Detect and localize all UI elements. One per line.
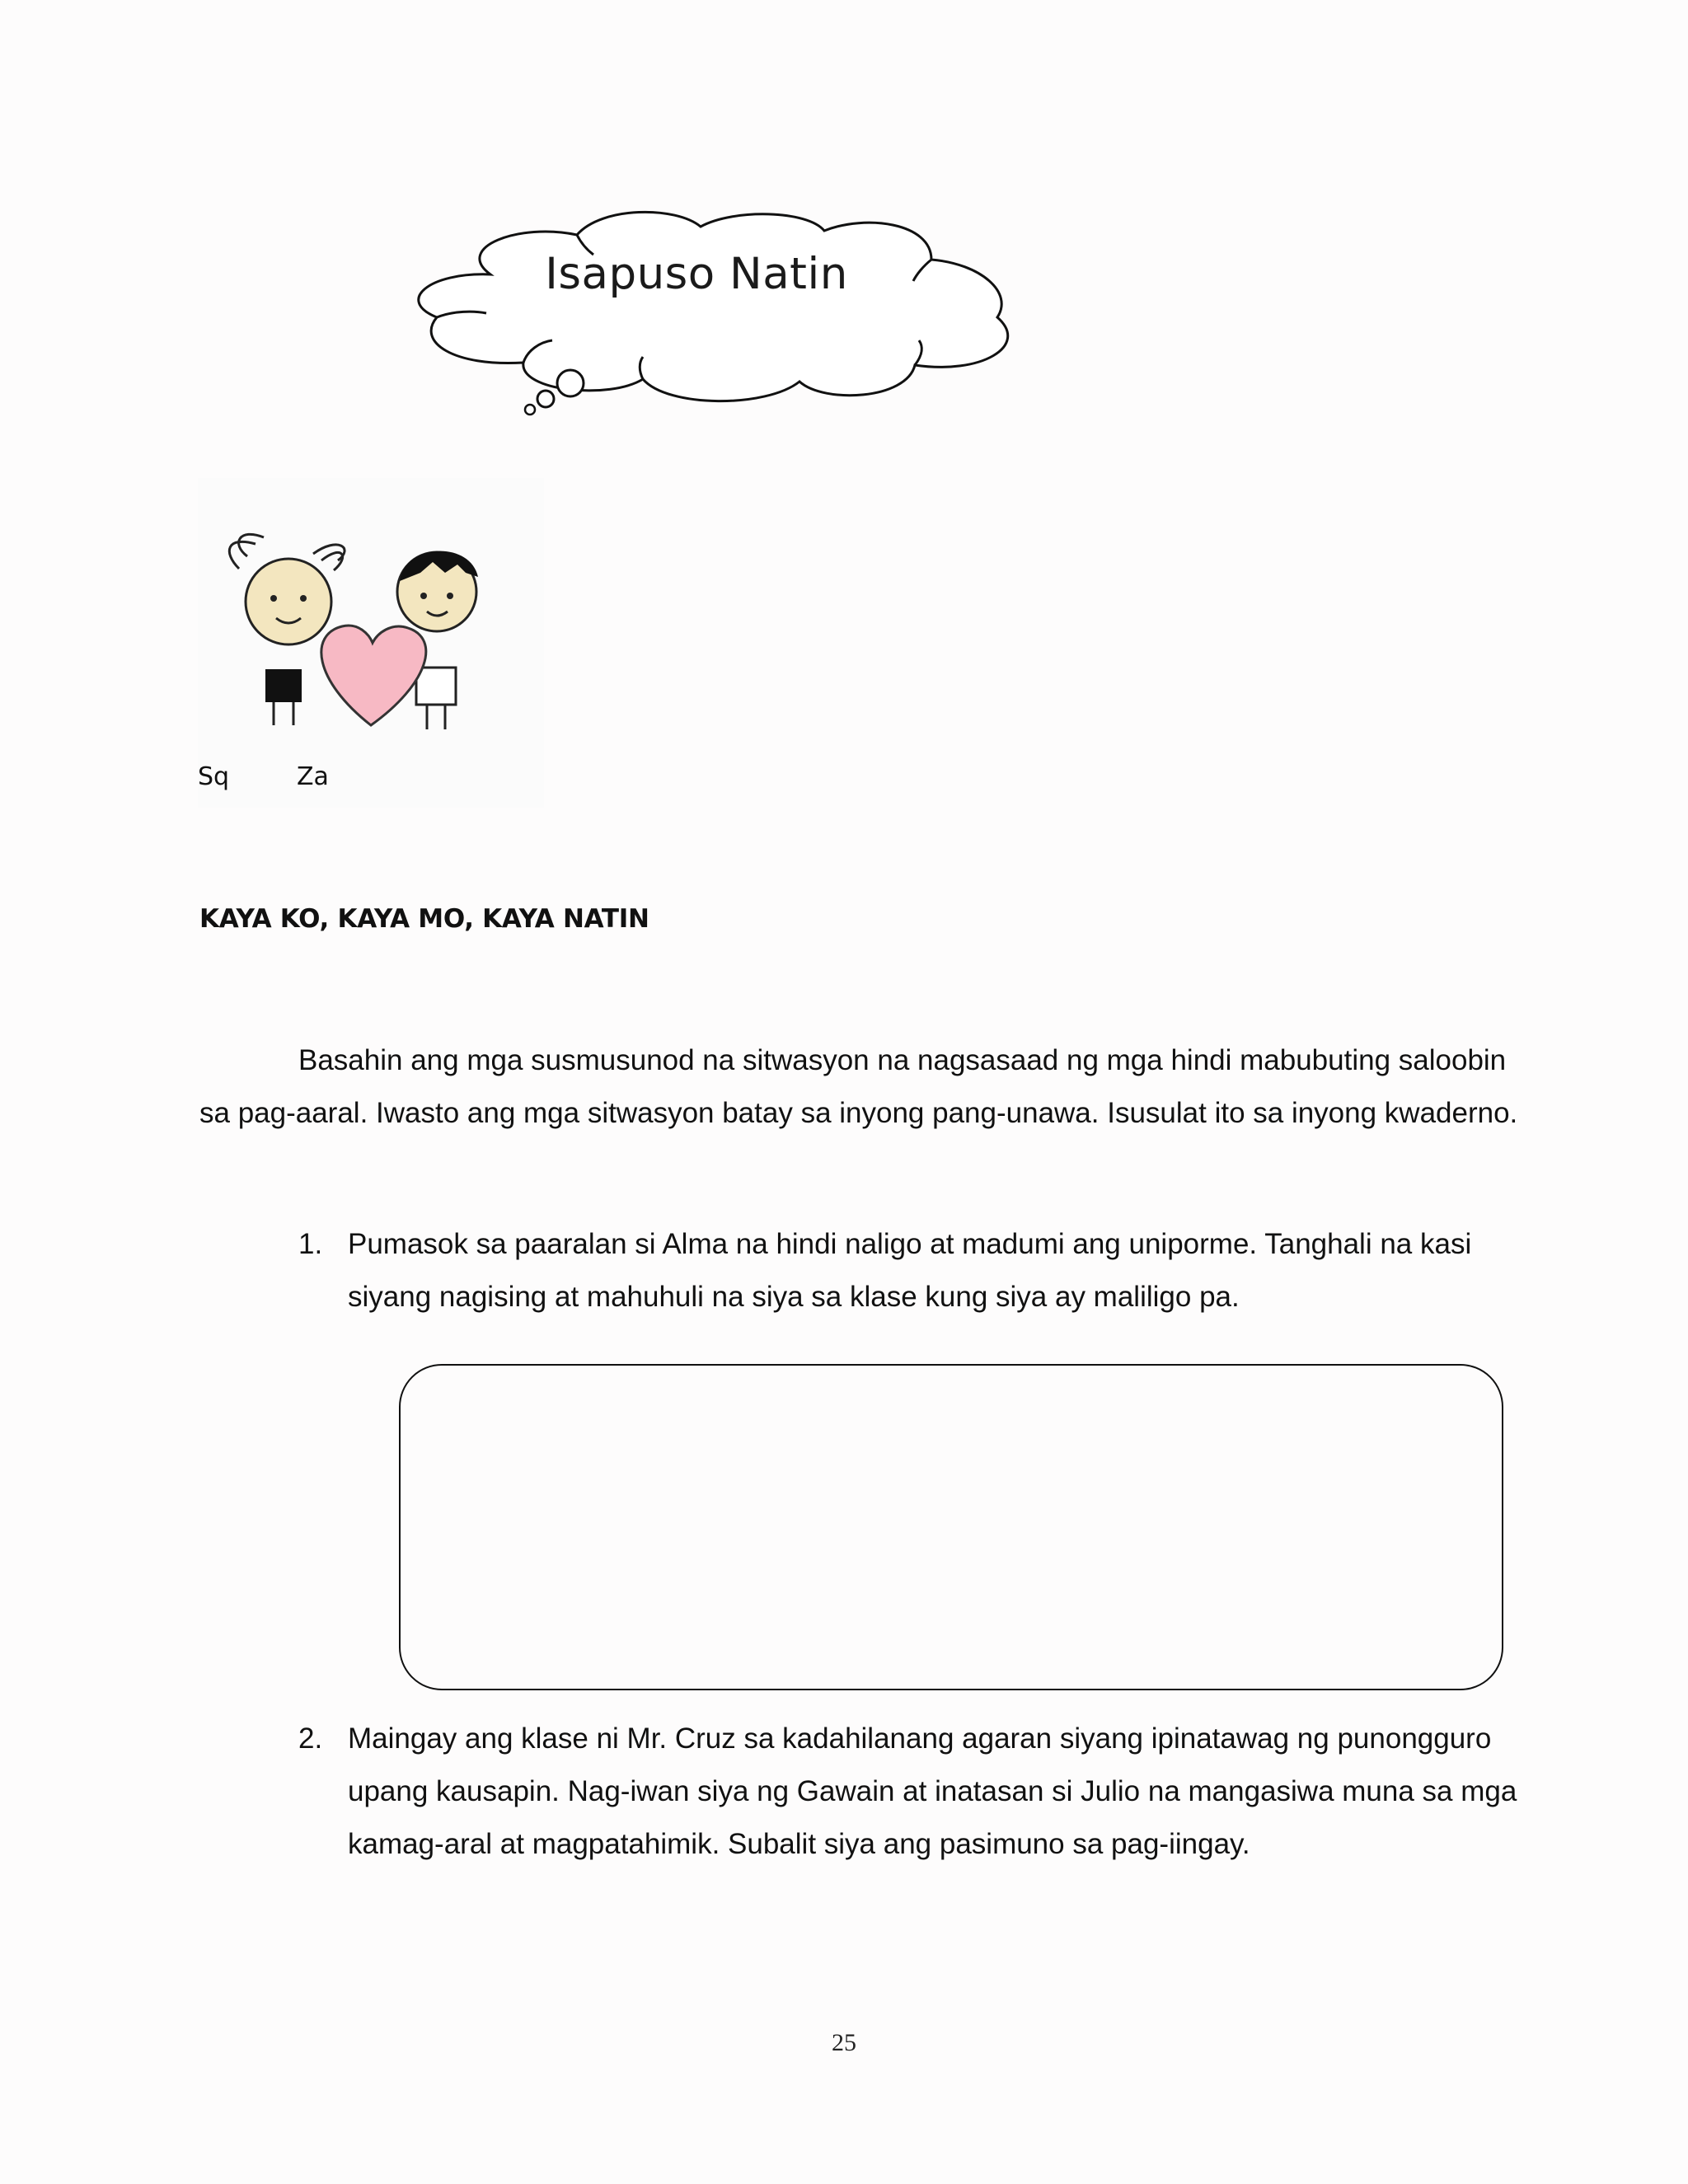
thought-bubble-medium: [537, 391, 554, 407]
item-text: Pumasok sa paaralan si Alma na hindi naligo at madumi ang uniporme. Tanghali na kasi siyang nagising at mahuhuli na siya sa klase kung siya ay maliligo pa.: [348, 1228, 1472, 1313]
answer-box[interactable]: [399, 1364, 1503, 1690]
item-number: 2.: [298, 1722, 323, 1755]
page-number: 25: [832, 2029, 856, 2056]
thought-bubble-large: [557, 370, 584, 396]
instructions-text: Basahin ang mga susmusunod na sitwasyon na nagsasaad ng mga hindi mabubuting saloobin sa pag-aaral. Iwasto ang mga sitwasyon batay sa inyong pang-unawa. Isusulat ito sa inyong kwaderno.: [199, 1044, 1518, 1129]
list-item-1: [298, 1218, 1535, 1324]
illustration-caption-right: Za: [297, 762, 329, 791]
list-item-2: [298, 1713, 1535, 1871]
cloud-title: Isapuso Natin: [545, 249, 848, 299]
item-number: 1.: [298, 1228, 323, 1260]
section-title: KAYA KO, KAYA MO, KAYA NATIN: [199, 904, 649, 934]
instructions-paragraph: [199, 1034, 1535, 1140]
thought-bubble-small: [525, 405, 535, 415]
item-text: Maingay ang klase ni Mr. Cruz sa kadahilanang agaran siyang ipinatawag ng punongguro upang kausapin. Nag-iwan siya ng Gawain at inatasan si Julio na mangasiwa muna sa mga kamag-aral at magpatahimik. Subalit siya ang pasimuno sa pag-iingay.: [348, 1722, 1517, 1860]
thought-cloud: [404, 202, 1030, 433]
illustration-caption-left: Sq: [198, 762, 230, 791]
kids-heart-illustration: [198, 478, 544, 808]
